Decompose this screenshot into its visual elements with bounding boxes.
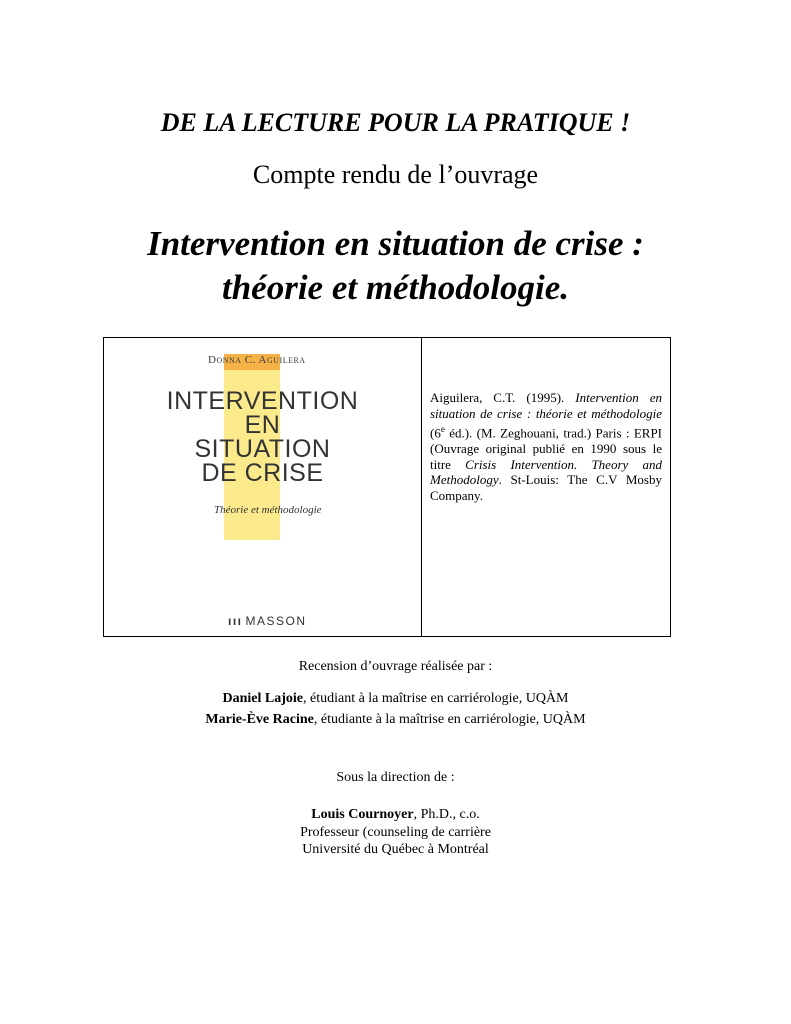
reference-title: Intervention en situation de crise : théorie et méthodologie xyxy=(430,390,662,421)
cover-publisher xyxy=(228,614,307,628)
review-intro: Recension d’ouvrage réalisée par : xyxy=(298,659,493,674)
reviewer-1-name: Daniel Lajoie xyxy=(222,691,303,706)
reference-edition-superscript: e xyxy=(440,423,445,434)
director-degree: , Ph.D., c.o. xyxy=(413,807,480,822)
book-title-line-2: théorie et méthodologie. xyxy=(221,268,570,307)
table-divider xyxy=(421,338,422,636)
book-info-table xyxy=(103,337,671,637)
bibliographic-reference xyxy=(430,390,662,504)
reviewer-1-description: , étudiant à la maîtrise en carriérologie, UQÀM xyxy=(302,691,569,706)
reviewer-2-name: Marie-Ève Racine xyxy=(205,712,314,727)
direction-intro: Sous la direction de : xyxy=(336,770,455,785)
book-cover-image xyxy=(104,338,421,636)
reference-edition: (6 xyxy=(430,424,441,440)
publisher-logo-icon: ııı xyxy=(228,614,243,628)
reference-original-title: Crisis Intervention. Theory and Methodology xyxy=(430,456,662,488)
cover-title-line: SITUATION xyxy=(194,435,331,463)
cover-title-line: EN xyxy=(244,411,281,439)
reference-edition-end: éd.). xyxy=(444,424,473,440)
reference-translation: (M. Zeghouani, trad.) Paris : ERPI (Ouvrage original publié en 1990 sous le titre xyxy=(430,424,663,472)
reviewer-2-description: , étudiante à la maîtrise en carriérologie, UQÀM xyxy=(313,712,586,727)
director-title: Professeur (counseling de carrière xyxy=(300,825,491,840)
page-subtitle: Compte rendu de l’ouvrage xyxy=(252,160,539,189)
cover-title-line: INTERVENTION xyxy=(166,387,359,415)
cover-publisher-name: MASSON xyxy=(245,614,307,628)
reviewer-2 xyxy=(0,712,791,728)
reference-authors-year: Aiguilera, C.T. (1995). xyxy=(430,390,565,405)
director-institution: Université du Québec à Montréal xyxy=(302,842,489,857)
book-title xyxy=(0,222,791,310)
reference-publisher: . St-Louis: The C.V Mosby Company. xyxy=(430,472,662,504)
cover-author: Donna C. Aguilera xyxy=(208,354,306,366)
book-title-line-1: Intervention en situation de crise : xyxy=(147,224,644,263)
director-name: Louis Cournoyer xyxy=(311,807,414,822)
cover-title-line: DE CRISE xyxy=(201,459,324,487)
reviewer-1 xyxy=(0,691,791,707)
cover-subtitle: Théorie et méthodologie xyxy=(214,504,322,516)
director xyxy=(0,807,791,823)
page-kicker: DE LA LECTURE POUR LA PRATIQUE ! xyxy=(160,108,631,137)
